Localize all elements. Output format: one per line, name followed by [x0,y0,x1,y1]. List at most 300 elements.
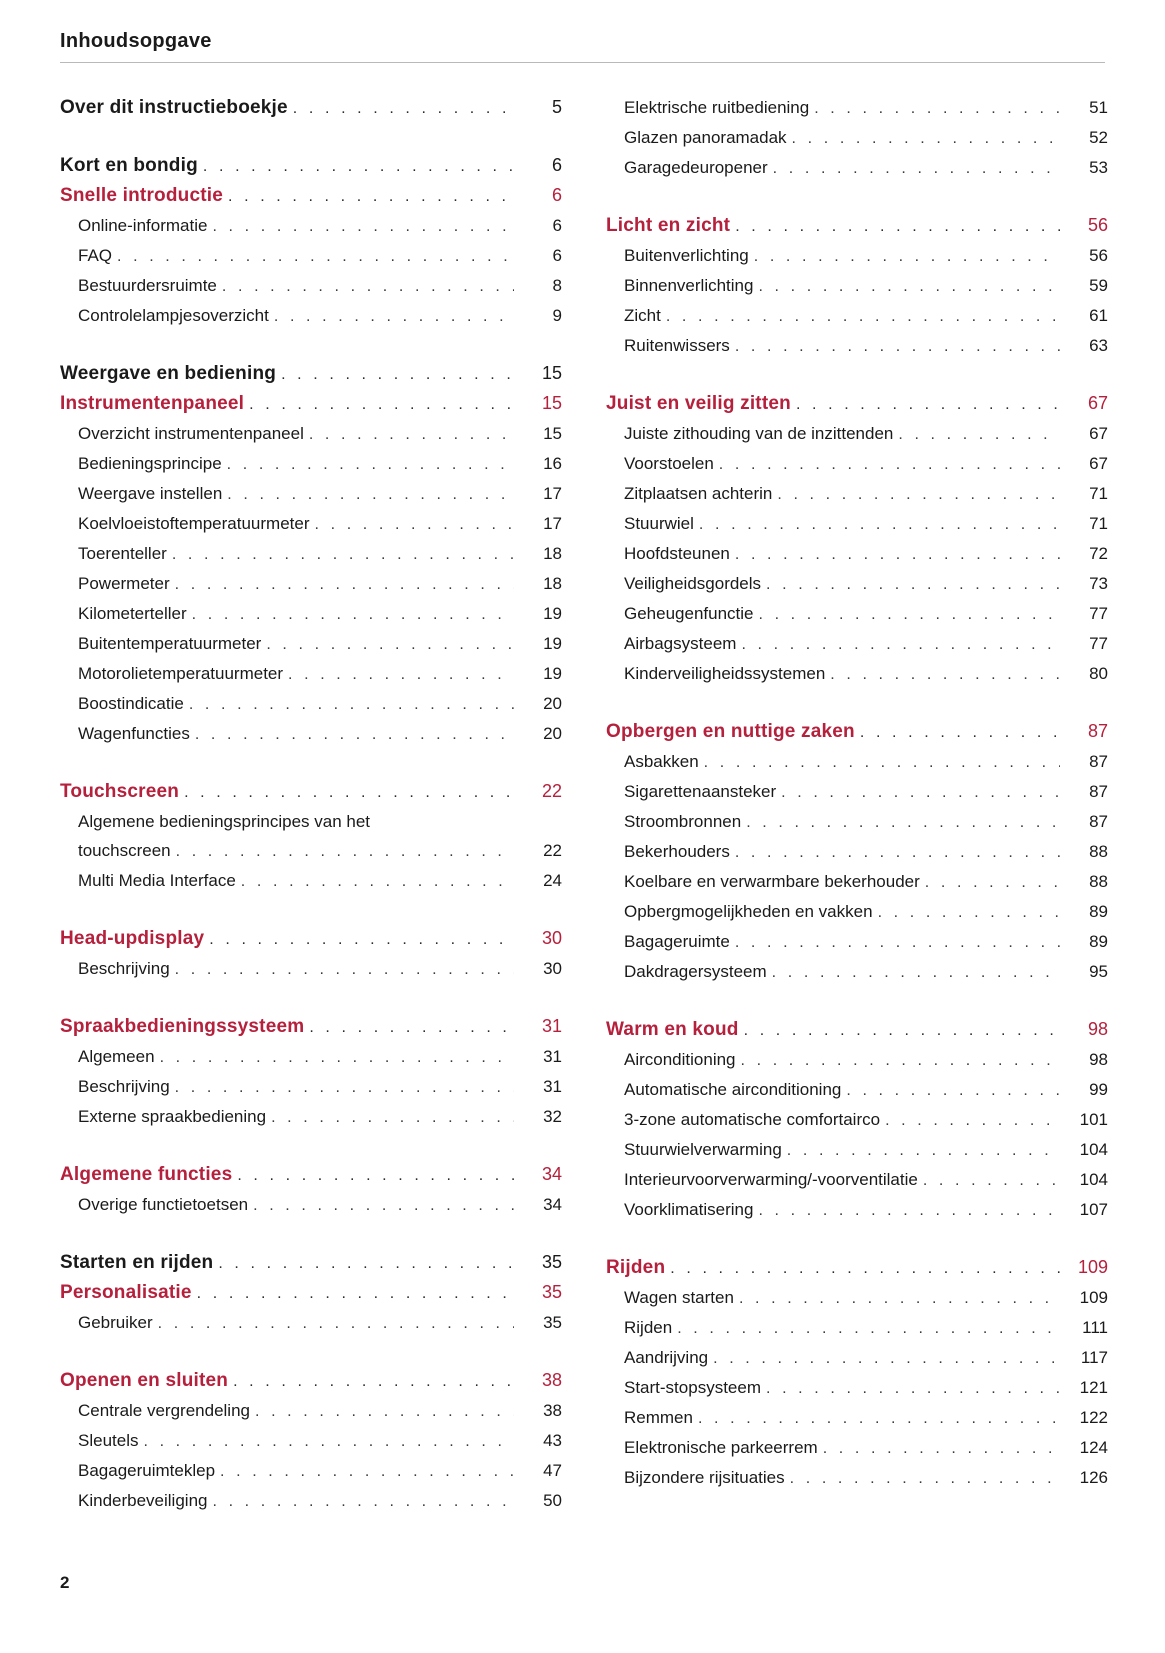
toc-page-number: 107 [1079,1200,1108,1219]
toc-page-number: 8 [552,276,562,295]
toc-page-number: 24 [543,871,562,890]
toc-leader-dots [704,748,1060,777]
toc-entry-online-informatie[interactable] [60,211,562,241]
toc-entry-remmen[interactable] [606,1403,1108,1433]
toc-entry-juiste-zithouding-van-de-inzittenden[interactable] [606,419,1108,449]
toc-entry-personalisatie[interactable] [60,1278,562,1308]
toc-leader-dots [233,1367,514,1396]
toc-entry-label: Start-stopsysteem [624,1378,761,1397]
toc-leader-dots [315,510,514,539]
toc-page-number: 34 [543,1195,562,1214]
toc-entry-opbergen-en-nuttige-zaken[interactable] [606,717,1108,747]
toc-entry-bestuurdersruimte[interactable] [60,271,562,301]
toc-group [606,211,1108,361]
toc-leader-dots [281,360,514,389]
toc-group [60,924,562,984]
toc-leader-dots [293,94,514,123]
toc-page-number: 22 [543,841,562,860]
toc-entry-label: Online-informatie [78,216,208,235]
toc-entry-geheugenfunctie[interactable] [606,599,1108,629]
toc-page-number: 71 [1089,484,1108,503]
page-title: Inhoudsopgave [60,30,212,52]
toc-entry-airconditioning[interactable] [606,1045,1108,1075]
toc-page-number: 111 [1082,1318,1108,1337]
toc-leader-dots [158,1309,514,1338]
toc-leader-dots [189,690,514,719]
toc-entry-label: Voorklimatisering [624,1200,754,1219]
toc-entry-spraakbedieningssysteem[interactable] [60,1012,562,1042]
toc-page-number: 6 [551,155,562,175]
toc-group [60,1012,562,1132]
toc-page-number: 50 [543,1491,562,1510]
toc-page-number: 98 [1087,1019,1108,1039]
toc-page-number: 59 [1089,276,1108,295]
toc-entry-label: Wagenfuncties [78,724,190,743]
toc-group [60,1160,562,1220]
toc-entry-zitplaatsen-achterin[interactable] [606,479,1108,509]
toc-entry-over-dit-instructieboekje[interactable] [60,93,562,123]
toc-entry-label: Elektrische ruitbediening [624,98,810,117]
toc-leader-dots [227,450,514,479]
toc-entry-kinderveiligheidssystemen[interactable] [606,659,1108,689]
toc-column-right [606,93,1108,1493]
toc-leader-dots [698,1404,1060,1433]
toc-leader-dots [898,420,1060,449]
toc-entry-label: Externe spraakbediening [78,1107,267,1126]
toc-page-number: 6 [552,246,562,265]
toc-page-number: 22 [541,781,562,801]
folio-page-number: 2 [60,1573,70,1592]
toc-entry-centrale-vergrendeling[interactable] [60,1396,562,1426]
toc-entry-interieurvoorverwarming-voorventilatie[interactable] [606,1165,1108,1195]
toc-group [606,1015,1108,1225]
toc-page-number: 72 [1089,544,1108,563]
toc-page-number: 101 [1079,1110,1108,1129]
toc-entry-overzicht-instrumentenpaneel[interactable] [60,419,562,449]
toc-entry-label: Juist en veilig zitten [606,393,791,414]
toc-leader-dots [195,720,514,749]
toc-entry-beschrijving[interactable] [60,1072,562,1102]
toc-page-number: 19 [543,604,562,623]
toc-page-number: 19 [543,664,562,683]
toc-entry-rijden[interactable] [606,1313,1108,1343]
toc-leader-dots [713,1344,1060,1373]
toc-leader-dots [772,958,1060,987]
toc-leader-dots [781,778,1060,807]
toc-entry-label: Gebruiker [78,1313,153,1332]
toc-entry-label: Koelbare en verwarmbare bekerhouder [624,872,920,891]
toc-page-number: 20 [543,694,562,713]
toc-entry-label: Airconditioning [624,1050,736,1069]
toc-entry-bagageruimteklep[interactable] [60,1456,562,1486]
toc-leader-dots [249,390,514,419]
toc-leader-dots [744,1016,1060,1045]
toc-leader-dots [735,212,1060,241]
toc-entry-label: Zitplaatsen achterin [624,484,773,503]
toc-entry-label: Kort en bondig [60,155,198,176]
toc-entry-koelbare-en-verwarmbare-bekerhouder[interactable] [606,867,1108,897]
toc-leader-dots [197,1279,514,1308]
toc-leader-dots [309,1013,514,1042]
toc-entry-bijzondere-rijsituaties[interactable] [606,1463,1108,1493]
toc-page-number: 87 [1089,812,1108,831]
toc-entry-label: Instrumentenpaneel [60,393,245,414]
toc-entry-kilometerteller[interactable] [60,599,562,629]
toc-leader-dots [766,1374,1060,1403]
toc-leader-dots [766,570,1060,599]
toc-page-number: 56 [1089,246,1108,265]
toc-leader-dots [792,124,1060,153]
toc-entry-label: Interieurvoorverwarming/-voorventilatie [624,1170,918,1189]
toc-entry-label: Hoofdsteunen [624,544,730,563]
toc-entry-warm-en-koud[interactable] [606,1015,1108,1045]
toc-leader-dots [172,540,514,569]
toc-entry-label: Kinderveiligheidssystemen [624,664,826,683]
toc-entry-label: Beschrijving [78,1077,170,1096]
toc-entry-algemene-bedieningsprincipes-van-het[interactable] [60,807,562,866]
toc-entry-label: Spraakbedieningssysteem [60,1016,305,1037]
toc-entry-label: Personalisatie [60,1282,192,1303]
toc-entry-externe-spraakbediening[interactable] [60,1102,562,1132]
toc-leader-dots [735,332,1060,361]
toc-page-number: 99 [1089,1080,1108,1099]
toc-entry-kinderbeveiliging[interactable] [60,1486,562,1516]
toc-entry-label: Buitenverlichting [624,246,749,265]
toc-entry-label: Touchscreen [60,781,180,802]
toc-entry-label: Starten en rijden [60,1252,214,1273]
toc-entry-algemeen[interactable] [60,1042,562,1072]
toc-column-left [60,93,562,1516]
toc-group [60,93,562,123]
toc-entry-label: Sigarettenaansteker [624,782,777,801]
toc-entry-instrumentenpaneel[interactable] [60,389,562,419]
toc-entry-bagageruimte[interactable] [606,927,1108,957]
toc-leader-dots [212,1487,514,1516]
toc-leader-dots [735,540,1060,569]
toc-leader-dots [754,242,1060,271]
toc-entry-label: Stroombronnen [624,812,742,831]
toc-entry-label: Geheugenfunctie [624,604,754,623]
toc-entry-label-line2: touchscreen [78,841,171,860]
toc-entry-dakdragersysteem[interactable] [606,957,1108,987]
toc-entry-label: Head-updisplay [60,928,205,949]
toc-entry-label: Juiste zithouding van de inzittenden [624,424,894,443]
toc-entry-multi-media-interface[interactable] [60,866,562,896]
toc-leader-dots [227,480,514,509]
toc-entry-wagen-starten[interactable] [606,1283,1108,1313]
toc-entry-label-line1: Algemene bedieningsprincipes van het [78,812,371,831]
toc-entry-kort-en-bondig[interactable] [60,151,562,181]
toc-entry-elektronische-parkeerrem[interactable] [606,1433,1108,1463]
toc-entry-asbakken[interactable] [606,747,1108,777]
toc-entry-rijden[interactable] [606,1253,1108,1283]
toc-entry-hoofdsteunen[interactable] [606,539,1108,569]
toc-page-number: 30 [543,959,562,978]
toc-entry-gebruiker[interactable] [60,1308,562,1338]
toc-page-number: 104 [1079,1170,1108,1189]
toc-page-number: 17 [543,484,562,503]
toc-entry-opbergmogelijkheden-en-vakken[interactable] [606,897,1108,927]
toc-entry-label: Rijden [624,1318,673,1337]
toc-entry-bedieningsprincipe[interactable] [60,449,562,479]
toc-entry-label: Beschrijving [78,959,170,978]
toc-page-number: 31 [543,1047,562,1066]
toc-leader-dots [209,925,514,954]
toc-leader-dots [241,867,514,896]
toc-entry-label: Bekerhouders [624,842,730,861]
toc-leader-dots [670,1254,1060,1283]
toc-leader-dots [175,955,514,984]
toc-page-number: 31 [541,1016,562,1036]
toc-entry-glazen-panoramadak[interactable] [606,123,1108,153]
toc-page-number: 61 [1089,306,1108,325]
toc-entry-label: Stuurwiel [624,514,694,533]
toc-page-number: 34 [541,1164,562,1184]
toc-group [606,389,1108,689]
toc-group [60,359,562,749]
toc-entry-label: Multi Media Interface [78,871,236,890]
toc-leader-dots [830,660,1060,689]
toc-entry-starten-en-rijden[interactable] [60,1248,562,1278]
toc-leader-dots [741,1046,1060,1075]
toc-leader-dots [222,272,514,301]
toc-page-number: 67 [1089,454,1108,473]
toc-group [60,1366,562,1516]
toc-entry-wagenfuncties[interactable] [60,719,562,749]
toc-entry-label: Bijzondere rijsituaties [624,1468,785,1487]
toc-entry-aandrijving[interactable] [606,1343,1108,1373]
toc-page-number: 15 [541,363,562,383]
toc-entry-label: Zicht [624,306,661,325]
toc-entry-label: FAQ [78,246,113,265]
toc-entry-licht-en-zicht[interactable] [606,211,1108,241]
toc-page-number: 56 [1087,215,1108,235]
toc-entry-label: Weergave en bediening [60,363,277,384]
header-divider [60,62,1105,63]
toc-entry-label: Bestuurdersruimte [78,276,217,295]
toc-group [606,1253,1108,1493]
toc-entry-label: Kinderbeveiliging [78,1491,208,1510]
toc-entry-stuurwiel[interactable] [606,509,1108,539]
toc-page-number: 122 [1079,1408,1108,1427]
toc-page-number: 87 [1089,782,1108,801]
toc-entry-zicht[interactable] [606,301,1108,331]
toc-entry-motorolietemperatuurmeter[interactable] [60,659,562,689]
toc-leader-dots [143,1427,514,1456]
toc-entry-label: Asbakken [624,752,699,771]
toc-leader-dots [309,420,514,449]
toc-page-number: 67 [1087,393,1108,413]
toc-page-number: 35 [543,1313,562,1332]
toc-leader-dots [212,212,514,241]
toc-entry-label: Algemene functies [60,1164,233,1185]
toc-entry-label: Binnenverlichting [624,276,754,295]
toc-page-number: 31 [543,1077,562,1096]
toc-entry-airbagsysteem[interactable] [606,629,1108,659]
toc-leader-dots [885,1106,1060,1135]
toc-page-number: 98 [1089,1050,1108,1069]
toc-leader-dots [699,510,1060,539]
toc-leader-dots [860,718,1060,747]
toc-entry-overige-functietoetsen[interactable] [60,1190,562,1220]
toc-leader-dots [237,1161,514,1190]
toc-entry-label: Toerenteller [78,544,167,563]
toc-entry-koelvloeistoftemperatuurmeter[interactable] [60,509,562,539]
toc-page-number: 51 [1089,98,1108,117]
toc-page-number: 124 [1079,1438,1108,1457]
toc-page-number: 35 [541,1252,562,1272]
toc-page-number: 109 [1079,1288,1108,1307]
toc-leader-dots [735,928,1060,957]
toc-leader-dots [266,630,514,659]
toc-entry-boostindicatie[interactable] [60,689,562,719]
toc-page-number: 6 [551,185,562,205]
toc-entry-head-updisplay[interactable] [60,924,562,954]
toc-entry-label: Remmen [624,1408,693,1427]
toc-leader-dots [878,898,1060,927]
toc-entry-stroombronnen[interactable] [606,807,1108,837]
toc-entry-powermeter[interactable] [60,569,562,599]
toc-page-number: 121 [1079,1378,1108,1397]
toc-leader-dots [255,1397,514,1426]
toc-entry-3-zone-automatische-comfortairco[interactable] [606,1105,1108,1135]
toc-leader-dots [741,630,1060,659]
toc-page-number: 89 [1089,932,1108,951]
toc-entry-label: Weergave instellen [78,484,223,503]
toc-entry-label: Licht en zicht [606,215,731,236]
toc-page-number: 67 [1089,424,1108,443]
toc-entry-openen-en-sluiten[interactable] [60,1366,562,1396]
toc-page-number: 15 [543,424,562,443]
toc-page-number: 18 [543,544,562,563]
toc-entry-toerenteller[interactable] [60,539,562,569]
toc-leader-dots [777,480,1060,509]
toc-leader-dots [220,1457,514,1486]
toc-page-number: 95 [1089,962,1108,981]
toc-entry-bekerhouders[interactable] [606,837,1108,867]
toc-entry-algemene-functies[interactable] [60,1160,562,1190]
toc-page-number: 71 [1089,514,1108,533]
toc-leader-dots [814,94,1060,123]
toc-columns [60,93,1108,1516]
toc-leader-dots [203,152,514,181]
toc-entry-ruitenwissers[interactable] [606,331,1108,361]
toc-leader-dots [790,1464,1060,1493]
toc-entry-beschrijving[interactable] [60,954,562,984]
toc-leader-dots [787,1136,1060,1165]
toc-leader-dots [184,778,514,807]
toc-page-number: 6 [552,216,562,235]
toc-entry-faq[interactable] [60,241,562,271]
toc-leader-dots [288,660,514,689]
toc-page-number: 88 [1089,872,1108,891]
toc-leader-dots [176,837,514,866]
toc-entry-elektrische-ruitbediening[interactable] [606,93,1108,123]
toc-page-number: 9 [552,306,562,325]
toc-entry-label: Opbergen en nuttige zaken [606,721,855,742]
toc-entry-label: Powermeter [78,574,170,593]
toc-entry-label: Wagen starten [624,1288,734,1307]
toc-entry-label: Bagageruimteklep [78,1461,216,1480]
toc-leader-dots [923,1166,1060,1195]
toc-entry-label: Garagedeuropener [624,158,768,177]
toc-entry-label: 3-zone automatische comfortairco [624,1110,881,1129]
toc-entry-label: Snelle introductie [60,185,224,206]
toc-entry-weergave-en-bediening[interactable] [60,359,562,389]
toc-page-number: 52 [1089,128,1108,147]
toc-entry-controlelampjesoverzicht[interactable] [60,301,562,331]
toc-entry-voorstoelen[interactable] [606,449,1108,479]
toc-page-number: 77 [1089,604,1108,623]
toc-leader-dots [271,1103,514,1132]
toc-entry-label: Boostindicatie [78,694,184,713]
toc-entry-touchscreen[interactable] [60,777,562,807]
toc-leader-dots [739,1284,1060,1313]
toc-page-number: 43 [543,1431,562,1450]
toc-entry-label: Bedieningsprincipe [78,454,222,473]
toc-leader-dots [160,1043,514,1072]
toc-entry-label: Automatische airconditioning [624,1080,842,1099]
toc-entry-automatische-airconditioning[interactable] [606,1075,1108,1105]
toc-entry-buitenverlichting[interactable] [606,241,1108,271]
toc-page-number: 19 [543,634,562,653]
toc-entry-label: Stuurwielverwarming [624,1140,782,1159]
toc-leader-dots [735,838,1060,867]
toc-entry-sleutels[interactable] [60,1426,562,1456]
toc-entry-veiligheidsgordels[interactable] [606,569,1108,599]
toc-page-number: 104 [1079,1140,1108,1159]
toc-entry-label: Centrale vergrendeling [78,1401,250,1420]
toc-entry-snelle-introductie[interactable] [60,181,562,211]
toc-entry-label: Over dit instructieboekje [60,97,288,118]
toc-page-number: 63 [1089,336,1108,355]
toc-entry-stuurwielverwarming[interactable] [606,1135,1108,1165]
toc-entry-start-stopsysteem[interactable] [606,1373,1108,1403]
toc-page-number: 88 [1089,842,1108,861]
toc-leader-dots [746,808,1060,837]
toc-group [60,777,562,896]
toc-entry-buitentemperatuurmeter[interactable] [60,629,562,659]
toc-leader-dots [228,182,514,211]
toc-entry-label: Kilometerteller [78,604,187,623]
toc-page-number: 73 [1089,574,1108,593]
toc-leader-dots [253,1191,514,1220]
toc-page-number: 126 [1079,1468,1108,1487]
toc-entry-juist-en-veilig-zitten[interactable] [606,389,1108,419]
toc-entry-binnenverlichting[interactable] [606,271,1108,301]
toc-entry-label: Bagageruimte [624,932,730,951]
toc-leader-dots [719,450,1060,479]
toc-entry-label: Airbagsysteem [624,634,737,653]
toc-leader-dots [796,390,1060,419]
toc-leader-dots [846,1076,1060,1105]
toc-page-number: 80 [1089,664,1108,683]
toc-leader-dots [677,1314,1060,1343]
toc-entry-voorklimatisering[interactable] [606,1195,1108,1225]
toc-entry-garagedeuropener[interactable] [606,153,1108,183]
toc-page-number: 117 [1080,1348,1108,1367]
toc-leader-dots [773,154,1060,183]
toc-entry-sigarettenaansteker[interactable] [606,777,1108,807]
toc-leader-dots [218,1249,514,1278]
toc-entry-weergave-instellen[interactable] [60,479,562,509]
toc-page-number: 53 [1089,158,1108,177]
toc-entry-label: Veiligheidsgordels [624,574,762,593]
toc-entry-label: Algemeen [78,1047,155,1066]
toc-page-number: 109 [1077,1257,1108,1277]
toc-page-number: 5 [551,97,562,117]
toc-page-number: 38 [541,1370,562,1390]
